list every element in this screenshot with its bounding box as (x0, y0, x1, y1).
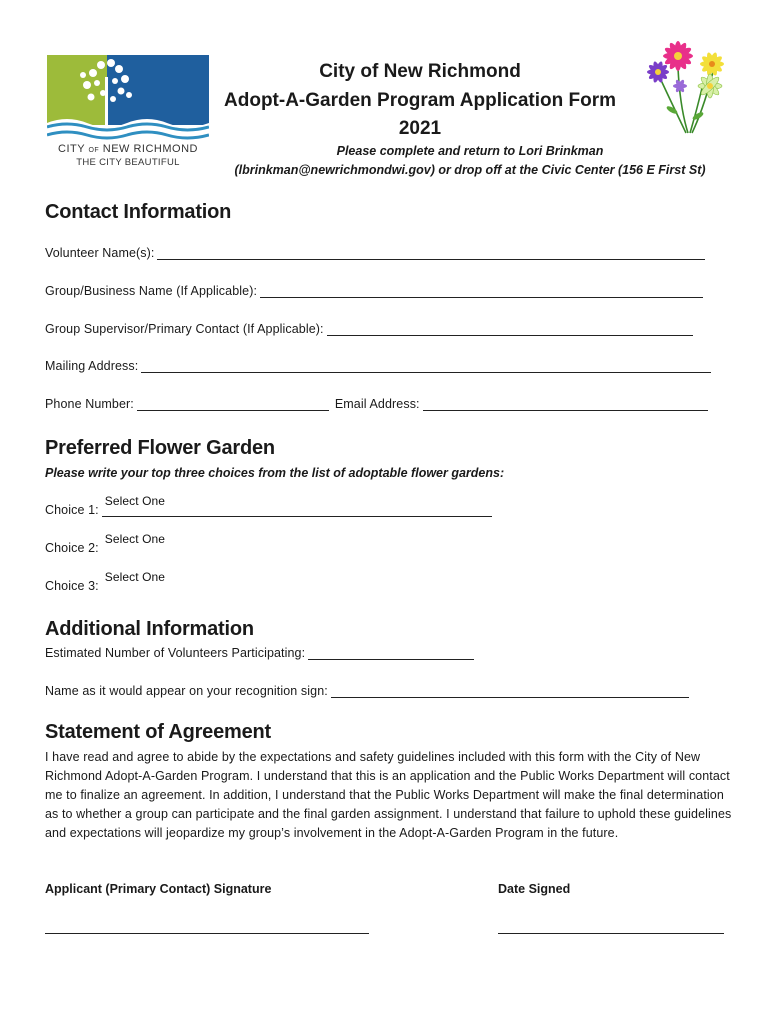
instructions-line2: (lbrinkman@newrichmondwi.gov) or drop off at the Civic Center (156 E First St) (234, 163, 706, 177)
supervisor-label: Group Supervisor/Primary Contact (If Applicable): (45, 322, 324, 336)
group-label: Group/Business Name (If Applicable): (45, 284, 258, 298)
contact-heading: Contact Information (45, 201, 232, 223)
phone-field[interactable] (137, 396, 329, 411)
sign-name-label: Name as it would appear on your recognition sign: (45, 684, 328, 698)
choice1-row (45, 494, 492, 517)
supervisor-row (45, 321, 693, 336)
email-field[interactable] (423, 396, 708, 411)
volunteers-count-field[interactable] (308, 645, 474, 660)
phone-label: Phone Number: (45, 397, 134, 411)
choice3-value: Select One (104, 570, 166, 584)
group-name-field[interactable] (260, 283, 703, 298)
choice3-row (45, 570, 492, 593)
supervisor-field[interactable] (327, 321, 693, 336)
choice1-select[interactable] (102, 494, 492, 517)
mailing-row (45, 358, 711, 373)
agreement-text: I have read and agree to abide by the expectations and safety guidelines included with this form with the City of New Richmond Adopt-A-Garden Program. I understand that this is an application and the Public Works Department will contact me to finalize an agreement. In addition, I understand that the Public Works Department will make the final determination as to whether a group can participate and the final garden assignment. I understand that failure to uphold these guidelines and expectations will jeopardize my group’s involvement in the Adopt-A-Garden Program in the future. (45, 750, 732, 840)
choice2-row (45, 532, 492, 555)
choice3-label: Choice 3: (45, 579, 99, 593)
volunteer-row (45, 245, 705, 260)
volunteers-count-label: Estimated Number of Volunteers Participating: (45, 646, 306, 660)
form-title-year: 2021 (398, 118, 442, 139)
mailing-label: Mailing Address: (45, 359, 139, 373)
sign-name-row (45, 683, 689, 698)
garden-heading: Preferred Flower Garden (45, 437, 275, 459)
form-title-line2: Adopt-A-Garden Program Application Form (224, 90, 616, 111)
choice2-value: Select One (104, 532, 166, 546)
form-title-line1: City of New Richmond (319, 61, 521, 82)
additional-heading: Additional Information (45, 618, 254, 640)
date-signed-field[interactable] (498, 933, 724, 934)
choice2-select[interactable] (102, 532, 492, 555)
date-signed-label: Date Signed (498, 882, 571, 896)
choice2-label: Choice 2: (45, 541, 99, 555)
logo-graphic (47, 55, 209, 143)
garden-instruction: Please write your top three choices from the list of adoptable flower gardens: (45, 466, 505, 480)
group-row (45, 283, 703, 298)
choice3-select[interactable] (102, 570, 492, 593)
mailing-address-field[interactable] (141, 358, 711, 373)
agreement-heading: Statement of Agreement (45, 721, 272, 743)
choice1-label: Choice 1: (45, 503, 99, 517)
flower-illustration (640, 38, 730, 136)
signature-label: Applicant (Primary Contact) Signature (45, 882, 272, 896)
email-label: Email Address: (334, 397, 420, 411)
logo-tagline: THE CITY BEAUTIFUL (76, 157, 180, 168)
choice1-value: Select One (104, 494, 166, 508)
volunteer-label: Volunteer Name(s): (45, 246, 155, 260)
volunteers-count-row (45, 645, 474, 660)
city-logo (47, 55, 209, 175)
signature-field[interactable] (45, 933, 369, 934)
sign-name-field[interactable] (331, 683, 689, 698)
instructions-line1: Please complete and return to Lori Brinkman (336, 144, 604, 158)
phone-email-row (45, 396, 708, 411)
volunteer-name-field[interactable] (157, 245, 705, 260)
logo-city-name: CITY OF NEW RICHMOND (58, 143, 198, 155)
